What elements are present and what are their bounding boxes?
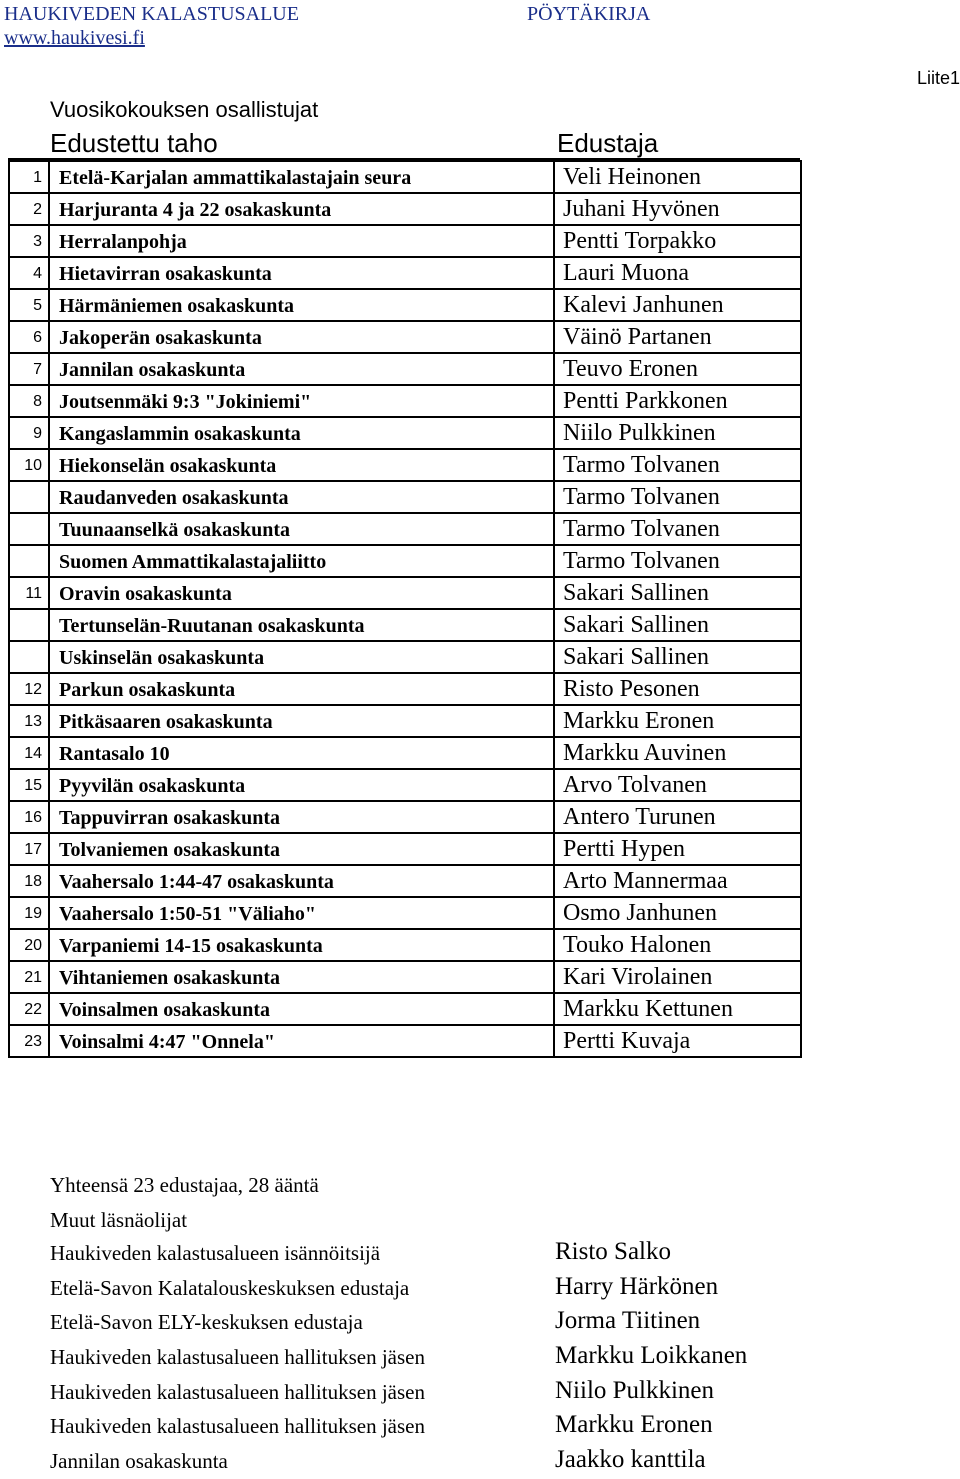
party-name: Parkun osakaskunta xyxy=(49,673,554,705)
party-name: Hiekonselän osakaskunta xyxy=(49,449,554,481)
table-row xyxy=(9,449,801,481)
representative-name: Veli Heinonen xyxy=(554,161,801,193)
representative-name: Touko Halonen xyxy=(554,929,801,961)
party-name: Pitkäsaaren osakaskunta xyxy=(49,705,554,737)
attendee-name: Jorma Tiitinen xyxy=(555,1307,701,1335)
attendee-role: Haukiveden kalastusalueen hallituksen jäsen xyxy=(50,1379,425,1404)
representative-name: Markku Eronen xyxy=(554,705,801,737)
party-name: Hietavirran osakaskunta xyxy=(49,257,554,289)
table-row xyxy=(9,897,801,929)
table-row xyxy=(9,481,801,513)
table-row xyxy=(9,577,801,609)
page-header xyxy=(4,2,299,50)
party-name: Herralanpohja xyxy=(49,225,554,257)
representative-name: Niilo Pulkkinen xyxy=(554,417,801,449)
party-name: Varpaniemi 14-15 osakaskunta xyxy=(49,929,554,961)
participants-table-body xyxy=(9,161,801,1057)
row-number: 14 xyxy=(9,737,49,769)
row-number: 11 xyxy=(9,577,49,609)
organization-name: HAUKIVEDEN KALASTUSALUE xyxy=(4,3,299,25)
row-number xyxy=(9,545,49,577)
representative-name: Pentti Parkkonen xyxy=(554,385,801,417)
party-name: Oravin osakaskunta xyxy=(49,577,554,609)
row-number: 21 xyxy=(9,961,49,993)
table-row xyxy=(9,193,801,225)
representative-name: Arvo Tolvanen xyxy=(554,769,801,801)
party-name: Vaahersalo 1:50-51 "Väliaho" xyxy=(49,897,554,929)
attendee-row xyxy=(50,1305,950,1340)
party-name: Pyyvilän osakaskunta xyxy=(49,769,554,801)
row-number: 8 xyxy=(9,385,49,417)
representative-name: Osmo Janhunen xyxy=(554,897,801,929)
party-name: Vaahersalo 1:44-47 osakaskunta xyxy=(49,865,554,897)
row-number: 5 xyxy=(9,289,49,321)
representative-name: Juhani Hyvönen xyxy=(554,193,801,225)
column-header-representative: Edustaja xyxy=(557,128,659,158)
attendee-row xyxy=(50,1236,950,1271)
table-row xyxy=(9,993,801,1025)
row-number: 2 xyxy=(9,193,49,225)
party-name: Raudanveden osakaskunta xyxy=(49,481,554,513)
attendee-row xyxy=(50,1444,950,1479)
other-attendees-heading: Muut läsnäolijat xyxy=(50,1208,188,1232)
table-row xyxy=(9,673,801,705)
row-number: 1 xyxy=(9,161,49,193)
party-name: Uskinselän osakaskunta xyxy=(49,641,554,673)
table-row xyxy=(9,641,801,673)
table-row xyxy=(9,609,801,641)
row-number: 9 xyxy=(9,417,49,449)
representative-name: Tarmo Tolvanen xyxy=(554,449,801,481)
party-name: Vihtaniemen osakaskunta xyxy=(49,961,554,993)
party-name: Etelä-Karjalan ammattikalastajain seura xyxy=(49,161,554,193)
party-name: Harjuranta 4 ja 22 osakaskunta xyxy=(49,193,554,225)
row-number xyxy=(9,641,49,673)
attendee-role: Haukiveden kalastusalueen hallituksen jäsen xyxy=(50,1345,425,1370)
representative-name: Arto Mannermaa xyxy=(554,865,801,897)
row-number: 17 xyxy=(9,833,49,865)
table-row xyxy=(9,737,801,769)
attendee-role: Haukiveden kalastusalueen isännöitsijä xyxy=(50,1241,381,1265)
row-number xyxy=(9,609,49,641)
representative-name: Pentti Torpakko xyxy=(554,225,801,257)
table-row xyxy=(9,705,801,737)
row-number: 13 xyxy=(9,705,49,737)
party-name: Tertunselän-Ruutanan osakaskunta xyxy=(49,609,554,641)
table-row xyxy=(9,929,801,961)
representative-name: Sakari Sallinen xyxy=(554,609,801,641)
party-name: Joutsenmäki 9:3 "Jokiniemi" xyxy=(49,385,554,417)
row-number: 15 xyxy=(9,769,49,801)
representative-name: Tarmo Tolvanen xyxy=(554,481,801,513)
column-header-party: Edustettu taho xyxy=(50,128,218,158)
representative-name: Tarmo Tolvanen xyxy=(554,545,801,577)
attendee-name: Markku Loikkanen xyxy=(555,1342,748,1370)
attendee-role: Jannilan osakaskunta xyxy=(50,1449,228,1474)
table-row xyxy=(9,257,801,289)
website-link[interactable]: www.haukivesi.fi xyxy=(4,27,145,49)
row-number: 22 xyxy=(9,993,49,1025)
table-row xyxy=(9,161,801,193)
representative-name: Sakari Sallinen xyxy=(554,577,801,609)
party-name: Rantasalo 10 xyxy=(49,737,554,769)
party-name: Härmäniemen osakaskunta xyxy=(49,289,554,321)
party-name: Jannilan osakaskunta xyxy=(49,353,554,385)
representative-name: Pertti Hypen xyxy=(554,833,801,865)
row-number: 4 xyxy=(9,257,49,289)
attendee-role: Haukiveden kalastusalueen hallituksen jäsen xyxy=(50,1414,425,1439)
row-number: 16 xyxy=(9,801,49,833)
representative-name: Tarmo Tolvanen xyxy=(554,513,801,545)
attendee-row xyxy=(50,1271,950,1306)
representative-name: Antero Turunen xyxy=(554,801,801,833)
document-type: PÖYTÄKIRJA xyxy=(527,3,651,25)
party-name: Voinsalmi 4:47 "Onnela" xyxy=(49,1025,554,1057)
representative-name: Kalevi Janhunen xyxy=(554,289,801,321)
row-number: 20 xyxy=(9,929,49,961)
attendee-name: Harry Härkönen xyxy=(555,1272,719,1300)
row-number: 7 xyxy=(9,353,49,385)
representative-name: Markku Auvinen xyxy=(554,737,801,769)
party-name: Voinsalmen osakaskunta xyxy=(49,993,554,1025)
representative-name: Kari Virolainen xyxy=(554,961,801,993)
row-number: 23 xyxy=(9,1025,49,1057)
participants-table xyxy=(8,160,802,1058)
attendee-name: Risto Salko xyxy=(555,1238,671,1265)
attendee-row xyxy=(50,1409,950,1444)
table-row xyxy=(9,225,801,257)
representative-name: Teuvo Eronen xyxy=(554,353,801,385)
representative-name: Lauri Muona xyxy=(554,257,801,289)
table-row xyxy=(9,289,801,321)
row-number: 19 xyxy=(9,897,49,929)
party-name: Tappuvirran osakaskunta xyxy=(49,801,554,833)
table-row xyxy=(9,321,801,353)
representative-name: Sakari Sallinen xyxy=(554,641,801,673)
row-number: 18 xyxy=(9,865,49,897)
attendee-role: Etelä-Savon Kalatalouskeskuksen edustaja xyxy=(50,1275,410,1300)
party-name: Kangaslammin osakaskunta xyxy=(49,417,554,449)
row-number: 6 xyxy=(9,321,49,353)
table-row xyxy=(9,1025,801,1057)
representative-name: Risto Pesonen xyxy=(554,673,801,705)
table-row xyxy=(9,545,801,577)
row-number xyxy=(9,513,49,545)
attendee-row xyxy=(50,1375,950,1410)
table-row xyxy=(9,865,801,897)
vote-summary: Yhteensä 23 edustajaa, 28 ääntä xyxy=(50,1173,319,1197)
table-row xyxy=(9,385,801,417)
attendee-role: Etelä-Savon ELY-keskuksen edustaja xyxy=(50,1310,363,1335)
table-row xyxy=(9,801,801,833)
table-row xyxy=(9,353,801,385)
table-row xyxy=(9,769,801,801)
row-number: 3 xyxy=(9,225,49,257)
attendee-row xyxy=(50,1340,950,1375)
party-name: Suomen Ammattikalastajaliitto xyxy=(49,545,554,577)
table-row xyxy=(9,417,801,449)
representative-name: Markku Kettunen xyxy=(554,993,801,1025)
party-name: Tuunaanselkä osakaskunta xyxy=(49,513,554,545)
other-attendees-list xyxy=(50,1236,950,1479)
party-name: Tolvaniemen osakaskunta xyxy=(49,833,554,865)
table-row xyxy=(9,833,801,865)
attendee-name: Jaakko kanttila xyxy=(555,1446,706,1474)
attendee-name: Markku Eronen xyxy=(555,1411,713,1439)
party-name: Jakoperän osakaskunta xyxy=(49,321,554,353)
attendee-name: Niilo Pulkkinen xyxy=(555,1376,715,1404)
table-row xyxy=(9,961,801,993)
appendix-label: Liite1 xyxy=(916,68,960,88)
representative-name: Väinö Partanen xyxy=(554,321,801,353)
row-number xyxy=(9,481,49,513)
row-number: 12 xyxy=(9,673,49,705)
document-subtitle: Vuosikokouksen osallistujat xyxy=(50,97,319,122)
representative-name: Pertti Kuvaja xyxy=(554,1025,801,1057)
row-number: 10 xyxy=(9,449,49,481)
table-row xyxy=(9,513,801,545)
